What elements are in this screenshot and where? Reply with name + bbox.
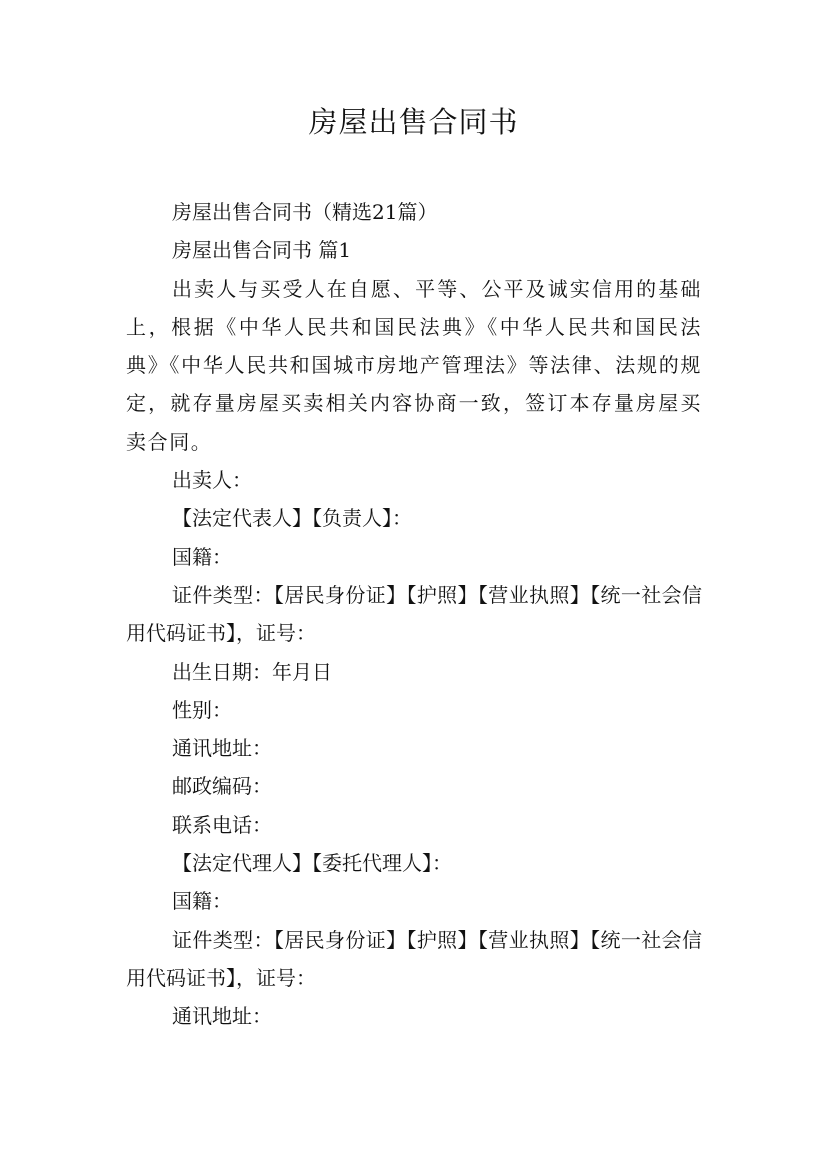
document-body bbox=[126, 193, 702, 1036]
paragraph-seller: 出卖人： bbox=[172, 468, 252, 493]
paragraph-id-type: 证件类型：【居民身份证】【护照】【营业执照】【统一社会信用代码证书】，证号： bbox=[126, 582, 702, 646]
paragraph-agent-address: 通讯地址： bbox=[172, 1004, 272, 1029]
paragraph-nationality: 国籍： bbox=[172, 544, 232, 569]
paragraph-birth-date: 出生日期：年月日 bbox=[172, 659, 332, 684]
document-title: 房屋出售合同书 bbox=[308, 105, 519, 139]
paragraph-agent-id-type: 证件类型：【居民身份证】【护照】【营业执照】【统一社会信用代码证书】，证号： bbox=[126, 927, 702, 990]
paragraph-section-heading: 房屋出售合同书 篇1 bbox=[172, 238, 352, 263]
paragraph-preamble: 出卖人与买受人在自愿、平等、公平及诚实信用的基础上，根据《中华人民共和国民法典》《中华人民共和国民法典》《中华人民共和国城市房地产管理法》等法律、法规的规定，就存量房屋买卖相关内容协商一致，签订本存量房屋买卖合同。 bbox=[126, 276, 702, 454]
paragraph-agent-nationality: 国籍： bbox=[172, 889, 232, 914]
paragraph-agent: 【法定代理人】【委托代理人】： bbox=[172, 851, 452, 876]
paragraph-subtitle: 房屋出售合同书（精选21篇） bbox=[172, 200, 438, 224]
paragraph-postal-code: 邮政编码： bbox=[172, 774, 272, 799]
paragraph-legal-representative: 【法定代表人】【负责人】： bbox=[172, 506, 412, 531]
paragraph-gender: 性别： bbox=[172, 697, 232, 722]
paragraph-phone: 联系电话： bbox=[172, 812, 272, 837]
paragraph-address: 通讯地址： bbox=[172, 736, 272, 761]
